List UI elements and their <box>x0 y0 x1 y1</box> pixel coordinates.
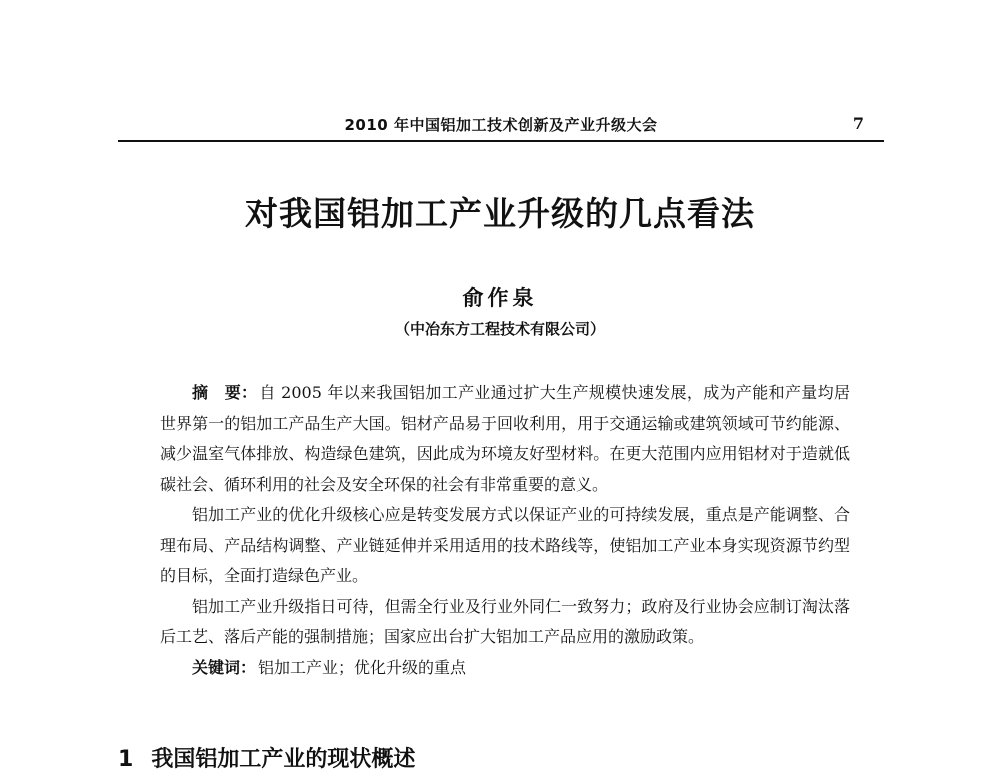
abstract-paragraph-1 <box>160 378 850 500</box>
keywords-text: 铝加工产业；优化升级的重点 <box>258 657 467 677</box>
paper-title: 对我国铝加工产业升级的几点看法 <box>245 194 755 233</box>
section-title: 我国铝加工产业的现状概述 <box>151 747 416 772</box>
keywords-label: 关键词： <box>192 657 257 677</box>
section-number: 1 <box>118 747 134 772</box>
running-header <box>118 114 884 142</box>
keywords-line <box>160 653 850 684</box>
abstract-paragraph-3: 铝加工产业升级指日可待，但需全行业及行业外同仁一致努力；政府及行业协会应制订淘汰落后工艺、落后产能的强制措施；国家应出台扩大铝加工产品应用的激励政策。 <box>160 596 850 646</box>
page-number: 7 <box>852 114 864 133</box>
author-name: 俞作泉 <box>462 285 538 310</box>
abstract <box>160 378 850 683</box>
abstract-label: 摘 要： <box>192 383 258 402</box>
section-heading-1 <box>118 742 415 773</box>
abstract-text-1: 自 2005 年以来我国铝加工产业通过扩大生产规模快速发展，成为产能和产量均居世界第一的铝加工产品生产大国。铝材产品易于回收利用，用于交通运输或建筑领域可节约能源、减少温室气体排放、构造绿色建筑，因此成为环境友好型材料。在更大范围内应用铝材对于造就低碳社会、循环利用的社会及安全环保的社会有非常重要的意义。 <box>160 383 850 494</box>
conference-name: 2010 年中国铝加工技术创新及产业升级大会 <box>344 116 658 134</box>
author-affiliation: （中冶东方工程技术有限公司） <box>394 320 605 338</box>
abstract-paragraph-2: 铝加工产业的优化升级核心应是转变发展方式以保证产业的可持续发展，重点是产能调整、合理布局、产品结构调整、产业链延伸并采用适用的技术路线等，使铝加工产业本身实现资源节约型的目标，全面打造绿色产业。 <box>160 505 850 585</box>
